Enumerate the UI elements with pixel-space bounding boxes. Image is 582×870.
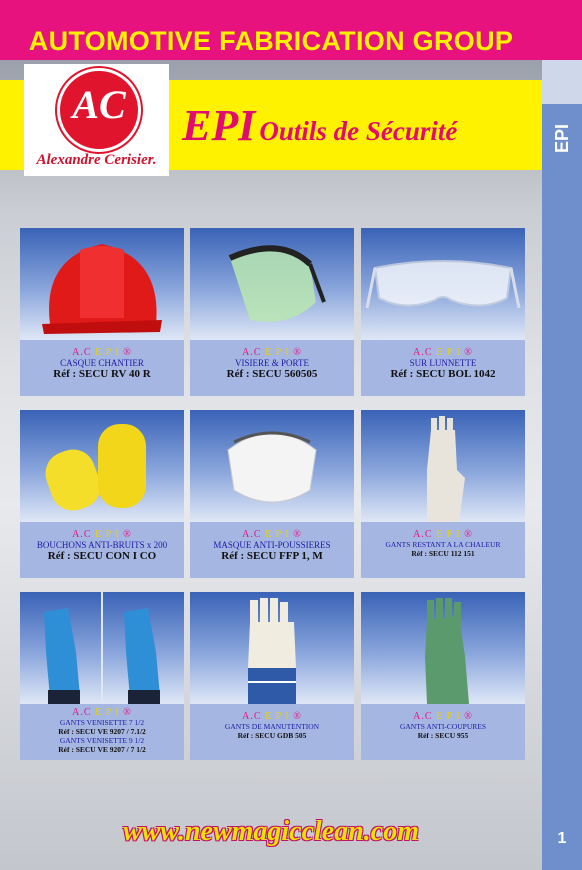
product-label xyxy=(361,704,525,760)
product-label xyxy=(190,704,354,760)
product-ref: Réf : SECU GDB 505 xyxy=(237,731,307,740)
product-card-earplugs xyxy=(20,410,184,578)
header-title: AUTOMOTIVE FABRICATION GROUP xyxy=(28,26,514,56)
logo-letters: AC xyxy=(72,82,126,127)
product-ref: Réf : SECU FFP 1, M xyxy=(221,550,323,562)
side-label: EPI xyxy=(552,124,572,154)
epi-subtitle: Outils de Sécurité xyxy=(259,116,458,146)
glasses-image xyxy=(361,228,525,340)
venisette-gloves-image xyxy=(20,592,184,704)
product-ref: Réf : SECU RV 40 R xyxy=(53,368,151,380)
brand-mark: A.C E P I ® xyxy=(72,347,132,358)
earplugs-image xyxy=(20,410,184,522)
product-label xyxy=(361,522,525,578)
product-name: BOUCHONS ANTI-BRUITS x 200 xyxy=(36,540,168,550)
helmet-image xyxy=(20,228,184,340)
product-name: SUR LUNNETTE xyxy=(409,358,477,368)
brand-mark: A.C E P I ® xyxy=(242,711,302,722)
company-logo xyxy=(24,64,169,176)
product-label xyxy=(361,340,525,396)
product-label xyxy=(20,522,184,578)
logo-name: Alexandre Cerisier. xyxy=(36,152,157,168)
page-number: 1 xyxy=(557,830,567,847)
product-name: GANTS DE MANUTENTION xyxy=(224,722,320,731)
product-name: GANTS VENISETTE 7 1/2 xyxy=(59,718,145,727)
handling-gloves-image xyxy=(190,592,354,704)
page-title xyxy=(182,100,457,151)
right-sidebar-top xyxy=(542,60,582,104)
product-card-venisette-gloves xyxy=(20,592,184,760)
product-name: GANTS RESTANT A LA CHALEUR xyxy=(385,540,501,549)
product-ref-2: Réf : SECU VE 9207 / 7 1/2 xyxy=(58,745,146,754)
anti-cut-gloves-image xyxy=(361,592,525,704)
product-card-helmet xyxy=(20,228,184,396)
product-label xyxy=(190,340,354,396)
product-label xyxy=(190,522,354,578)
brand-mark: A.C E P I ® xyxy=(413,529,473,540)
product-ref: Réf : SECU 560505 xyxy=(226,368,318,380)
product-name: VISIERE & PORTE xyxy=(235,358,309,368)
logo-circle xyxy=(57,68,141,152)
product-card-glasses xyxy=(361,228,525,396)
brand-mark: A.C E P I ® xyxy=(72,707,132,718)
right-sidebar xyxy=(542,60,582,870)
product-card-visor xyxy=(190,228,354,396)
product-card-mask xyxy=(190,410,354,578)
brand-mark: A.C E P I ® xyxy=(72,529,132,540)
heat-gloves-image xyxy=(361,410,525,522)
product-name: GANTS ANTI-COUPURES xyxy=(399,722,487,731)
brand-mark: A.C E P I ® xyxy=(242,529,302,540)
product-ref: Réf : SECU CON I CO xyxy=(47,550,157,562)
visor-image xyxy=(190,228,354,340)
product-name: MASQUE ANTI-POUSSIERES xyxy=(213,540,331,550)
product-card-anti-cut-gloves xyxy=(361,592,525,760)
product-ref: Réf : SECU 955 xyxy=(417,731,469,740)
brand-mark: A.C E P I ® xyxy=(242,347,302,358)
product-name: CASQUE CHANTIER xyxy=(60,358,144,368)
product-name-2: GANTS VENISETTE 9 1/2 xyxy=(59,736,145,745)
product-card-heat-gloves xyxy=(361,410,525,578)
brand-mark: A.C E P I ® xyxy=(413,711,473,722)
product-ref: Réf : SECU VE 9207 / 7.1/2 xyxy=(58,727,146,736)
product-label xyxy=(20,704,184,760)
mask-image xyxy=(190,410,354,522)
product-ref: Réf : SECU 112 151 xyxy=(411,549,475,558)
website-link[interactable]: www.newmagicclean.com xyxy=(122,816,420,847)
product-label xyxy=(20,340,184,396)
product-card-handling-gloves xyxy=(190,592,354,760)
epi-title: EPI xyxy=(182,101,256,150)
product-ref: Réf : SECU BOL 1042 xyxy=(390,368,496,380)
brand-mark: A.C E P I ® xyxy=(413,347,473,358)
